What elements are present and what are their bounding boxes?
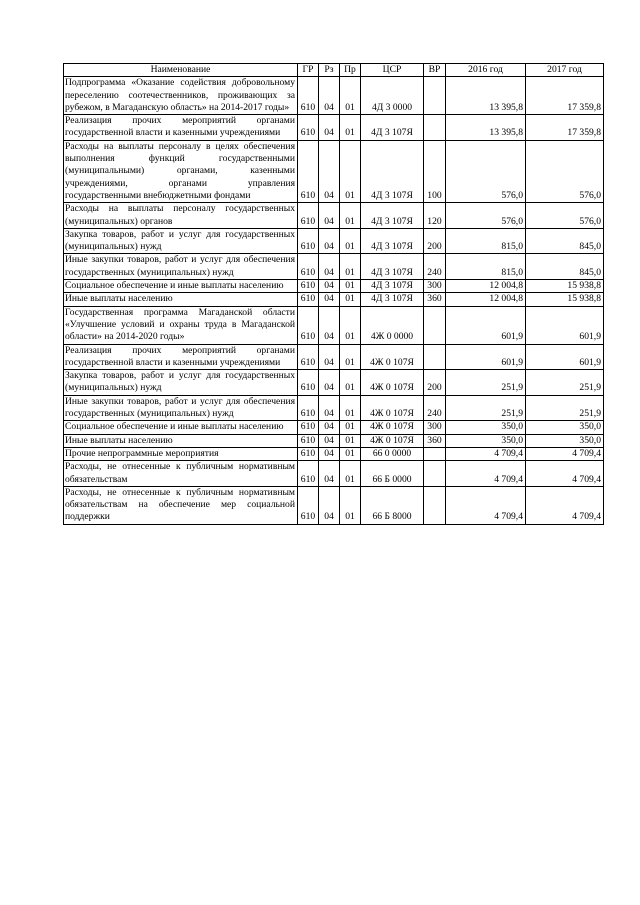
row-vr: 300 — [424, 280, 446, 293]
row-amount-2017: 845,0 — [526, 228, 604, 254]
row-gr: 610 — [298, 293, 319, 306]
row-rz: 04 — [319, 293, 340, 306]
row-rz: 04 — [319, 370, 340, 396]
row-amount-2017: 4 709,4 — [526, 486, 604, 524]
row-rz: 04 — [319, 115, 340, 141]
row-rz: 04 — [319, 203, 340, 229]
row-amount-2016: 12 004,8 — [446, 280, 526, 293]
row-rz: 04 — [319, 344, 340, 370]
row-amount-2017: 350,0 — [526, 434, 604, 447]
row-vr — [424, 344, 446, 370]
row-rz: 04 — [319, 461, 340, 487]
row-vr — [424, 115, 446, 141]
row-pr: 01 — [340, 344, 361, 370]
row-amount-2017: 350,0 — [526, 421, 604, 434]
row-amount-2016: 815,0 — [446, 228, 526, 254]
row-csr: 4Д 3 107Я — [361, 140, 424, 202]
row-name: Прочие непрограммные мероприятия — [64, 447, 298, 460]
row-rz: 04 — [319, 280, 340, 293]
row-name: Социальное обеспечение и иные выплаты населению — [64, 421, 298, 434]
row-amount-2016: 4 709,4 — [446, 461, 526, 487]
row-rz: 04 — [319, 395, 340, 421]
col-header-pr: Пр — [340, 64, 361, 77]
table-row — [64, 486, 604, 524]
row-name: Закупка товаров, работ и услуг для государственных (муниципальных) нужд — [64, 370, 298, 396]
col-header-vr: ВР — [424, 64, 446, 77]
row-name: Реализация прочих мероприятий органами государственной власти и казенными учреждениями — [64, 115, 298, 141]
row-csr: 4Ж 0 0000 — [361, 306, 424, 344]
table-row — [64, 228, 604, 254]
row-amount-2016: 350,0 — [446, 434, 526, 447]
row-gr: 610 — [298, 461, 319, 487]
row-pr: 01 — [340, 395, 361, 421]
table-row — [64, 280, 604, 293]
row-csr: 66 0 0000 — [361, 447, 424, 460]
row-amount-2016: 4 709,4 — [446, 447, 526, 460]
row-rz: 04 — [319, 447, 340, 460]
row-vr — [424, 447, 446, 460]
row-name: Иные выплаты населению — [64, 293, 298, 306]
row-vr — [424, 461, 446, 487]
row-amount-2016: 601,9 — [446, 306, 526, 344]
table-row — [64, 306, 604, 344]
row-gr: 610 — [298, 344, 319, 370]
table-row — [64, 344, 604, 370]
row-gr: 610 — [298, 306, 319, 344]
row-amount-2017: 576,0 — [526, 140, 604, 202]
row-pr: 01 — [340, 77, 361, 115]
row-csr: 66 Б 8000 — [361, 486, 424, 524]
row-vr — [424, 77, 446, 115]
row-gr: 610 — [298, 421, 319, 434]
row-name: Расходы на выплаты персоналу в целях обеспечения выполнения функций государственными (муниципальными) органами, казенными учреждениями, органами управления государственными внебюджетными фондами — [64, 140, 298, 202]
row-name: Иные закупки товаров, работ и услуг для обеспечения государственных (муниципальных) нужд — [64, 395, 298, 421]
budget-table — [63, 63, 604, 525]
table-row — [64, 115, 604, 141]
row-name: Расходы, не отнесенные к публичным нормативным обязательствам на обеспечение мер социальной поддержки — [64, 486, 298, 524]
row-name: Реализация прочих мероприятий органами государственной власти и казенными учреждениями — [64, 344, 298, 370]
table-row — [64, 370, 604, 396]
row-amount-2017: 251,9 — [526, 395, 604, 421]
row-pr: 01 — [340, 370, 361, 396]
col-header-rz: Рз — [319, 64, 340, 77]
col-header-2016: 2016 год — [446, 64, 526, 77]
row-pr: 01 — [340, 447, 361, 460]
row-gr: 610 — [298, 115, 319, 141]
row-name: Расходы, не отнесенные к публичным нормативным обязательствам — [64, 461, 298, 487]
row-amount-2017: 15 938,8 — [526, 280, 604, 293]
row-csr: 4Д 3 107Я — [361, 228, 424, 254]
row-gr: 610 — [298, 434, 319, 447]
col-header-csr: ЦСР — [361, 64, 424, 77]
row-csr: 4Д 3 107Я — [361, 280, 424, 293]
table-row — [64, 140, 604, 202]
row-vr: 300 — [424, 421, 446, 434]
row-vr: 200 — [424, 228, 446, 254]
row-vr: 360 — [424, 434, 446, 447]
row-pr: 01 — [340, 461, 361, 487]
row-gr: 610 — [298, 486, 319, 524]
row-vr: 100 — [424, 140, 446, 202]
row-amount-2016: 601,9 — [446, 344, 526, 370]
row-pr: 01 — [340, 486, 361, 524]
row-vr: 360 — [424, 293, 446, 306]
row-gr: 610 — [298, 203, 319, 229]
table-row — [64, 293, 604, 306]
row-vr: 240 — [424, 395, 446, 421]
row-amount-2017: 845,0 — [526, 254, 604, 280]
table-row — [64, 203, 604, 229]
row-gr: 610 — [298, 370, 319, 396]
row-name: Закупка товаров, работ и услуг для государственных (муниципальных) нужд — [64, 228, 298, 254]
row-gr: 610 — [298, 280, 319, 293]
row-pr: 01 — [340, 293, 361, 306]
row-pr: 01 — [340, 140, 361, 202]
row-amount-2016: 4 709,4 — [446, 486, 526, 524]
row-pr: 01 — [340, 434, 361, 447]
row-gr: 610 — [298, 77, 319, 115]
row-amount-2017: 601,9 — [526, 344, 604, 370]
table-row — [64, 461, 604, 487]
row-csr: 4Ж 0 107Я — [361, 395, 424, 421]
row-amount-2017: 4 709,4 — [526, 461, 604, 487]
row-name: Иные выплаты населению — [64, 434, 298, 447]
row-amount-2017: 17 359,8 — [526, 77, 604, 115]
row-csr: 4Ж 0 107Я — [361, 344, 424, 370]
row-csr: 4Ж 0 107Я — [361, 370, 424, 396]
row-gr: 610 — [298, 447, 319, 460]
row-rz: 04 — [319, 421, 340, 434]
row-gr: 610 — [298, 395, 319, 421]
row-amount-2016: 13 395,8 — [446, 77, 526, 115]
row-gr: 610 — [298, 228, 319, 254]
table-row — [64, 254, 604, 280]
row-csr: 4Д 3 107Я — [361, 293, 424, 306]
table-row — [64, 421, 604, 434]
row-gr: 610 — [298, 140, 319, 202]
row-name: Государственная программа Магаданской области «Улучшение условий и охраны труда в Магаданской области» на 2014-2020 годы» — [64, 306, 298, 344]
row-pr: 01 — [340, 115, 361, 141]
col-header-name: Наименование — [64, 64, 298, 77]
row-amount-2017: 251,9 — [526, 370, 604, 396]
table-row — [64, 77, 604, 115]
row-vr — [424, 486, 446, 524]
row-rz: 04 — [319, 306, 340, 344]
row-rz: 04 — [319, 228, 340, 254]
row-csr: 66 Б 0000 — [361, 461, 424, 487]
row-csr: 4Д 3 107Я — [361, 115, 424, 141]
row-amount-2016: 13 395,8 — [446, 115, 526, 141]
row-amount-2016: 576,0 — [446, 140, 526, 202]
row-name: Расходы на выплаты персоналу государственных (муниципальных) органов — [64, 203, 298, 229]
row-gr: 610 — [298, 254, 319, 280]
col-header-gr: ГР — [298, 64, 319, 77]
row-rz: 04 — [319, 77, 340, 115]
row-csr: 4Ж 0 107Я — [361, 434, 424, 447]
row-pr: 01 — [340, 254, 361, 280]
row-csr: 4Ж 0 107Я — [361, 421, 424, 434]
row-vr: 200 — [424, 370, 446, 396]
row-amount-2016: 576,0 — [446, 203, 526, 229]
row-name: Подпрограмма «Оказание содействия добровольному переселению соотечественников, проживающих за рубежом, в Магаданскую область» на 2014-2017 годы» — [64, 77, 298, 115]
row-pr: 01 — [340, 421, 361, 434]
row-pr: 01 — [340, 306, 361, 344]
row-amount-2016: 251,9 — [446, 370, 526, 396]
row-rz: 04 — [319, 140, 340, 202]
row-name: Социальное обеспечение и иные выплаты населению — [64, 280, 298, 293]
row-rz: 04 — [319, 486, 340, 524]
row-amount-2017: 601,9 — [526, 306, 604, 344]
row-csr: 4Д 3 0000 — [361, 77, 424, 115]
row-amount-2016: 251,9 — [446, 395, 526, 421]
table-row — [64, 447, 604, 460]
row-pr: 01 — [340, 203, 361, 229]
row-amount-2017: 4 709,4 — [526, 447, 604, 460]
row-amount-2016: 350,0 — [446, 421, 526, 434]
row-vr: 240 — [424, 254, 446, 280]
row-csr: 4Д 3 107Я — [361, 203, 424, 229]
row-rz: 04 — [319, 434, 340, 447]
row-amount-2016: 815,0 — [446, 254, 526, 280]
row-csr: 4Д 3 107Я — [361, 254, 424, 280]
row-vr: 120 — [424, 203, 446, 229]
row-rz: 04 — [319, 254, 340, 280]
table-row — [64, 395, 604, 421]
row-amount-2017: 17 359,8 — [526, 115, 604, 141]
row-amount-2017: 576,0 — [526, 203, 604, 229]
row-name: Иные закупки товаров, работ и услуг для обеспечения государственных (муниципальных) нужд — [64, 254, 298, 280]
row-amount-2017: 15 938,8 — [526, 293, 604, 306]
header-row — [64, 64, 604, 77]
row-amount-2016: 12 004,8 — [446, 293, 526, 306]
row-vr — [424, 306, 446, 344]
row-pr: 01 — [340, 280, 361, 293]
col-header-2017: 2017 год — [526, 64, 604, 77]
table-row — [64, 434, 604, 447]
row-pr: 01 — [340, 228, 361, 254]
